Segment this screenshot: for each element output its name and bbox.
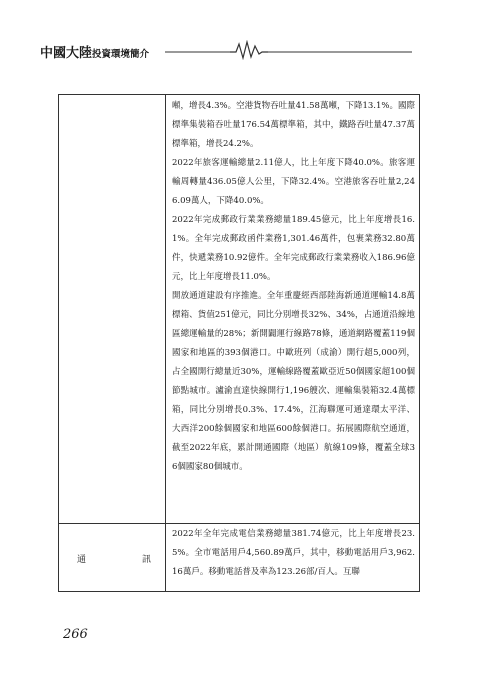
header-title-main: 中國大陸 bbox=[40, 46, 93, 61]
label-char-tong: 通 bbox=[77, 554, 87, 565]
page-number: 266 bbox=[63, 627, 88, 642]
paragraph-telecom: 2022年全年完成電信業務總量381.74億元，比上年度增長23.5%。全市電話用戶4,560.89萬戶，其中，移動電話用戶3,962.16萬戶。移動電話普及率為123.26部/百人。互聯 bbox=[172, 529, 415, 577]
header-title-sub: 投資環境簡介 bbox=[92, 49, 150, 60]
paragraph-passenger: 2022年旅客運輸總量2.11億人，比上年度下降40.0%。旅客運輸周轉量436.05億人公里，下降32.4%。空港旅客吞吐量2,246.09萬人，下降40.0%。 bbox=[172, 158, 415, 206]
label-char-xun: 訊 bbox=[141, 554, 151, 565]
table-column-divider bbox=[165, 95, 166, 591]
paragraph-cargo: 噸，增長4.3%。空港貨物吞吐量41.58萬噸，下降13.1%。國際標準集裝箱吞吐量176.54萬標準箱，其中，鐵路吞吐量47.37萬標準箱，增長24.2%。 bbox=[172, 101, 415, 149]
paragraph-open-channels: 開放通道建設有序推進。全年重慶經西部陸海新通道運輸14.8萬標箱、貨值251億元，同比分別增長32%、34%，占通道沿線地區總運輸量的28%；新開闢運行線路78條，通道網路覆蓋119個國家和地區的393個港口。中歐班列（成渝）開行超5,000列，占全國開行總量近30%，運輸線路覆蓋歐亞近50個國家超100個節點城市。瀘渝直達快線開行1,196艘次、運輸集裝箱32.4萬標箱，同比分別增長0.3%、17.4%，江海聯運可通達環太平洋、大西洋200餘個國家和地區600餘個港口。拓展國際航空通道，截至2022年底，累計開通國際（地區）航線109條，覆蓋全球36個國家80個城市。 bbox=[172, 291, 415, 472]
table-row-label-telecom bbox=[59, 523, 165, 593]
header-title bbox=[40, 42, 149, 61]
content-table bbox=[58, 94, 420, 592]
table-row-telecom bbox=[172, 525, 415, 582]
table-row-transport bbox=[172, 97, 415, 477]
page-header bbox=[40, 40, 440, 60]
paragraph-postal: 2022年完成郵政行業業務總量189.45億元，比上年度增長16.1%。全年完成郵政函件業務1,301.46萬件，包裹業務32.80萬件，快遞業務10.92億件。全年完成郵政行業業務收入186.96億元，比上年度增長11.0%。 bbox=[172, 215, 415, 282]
